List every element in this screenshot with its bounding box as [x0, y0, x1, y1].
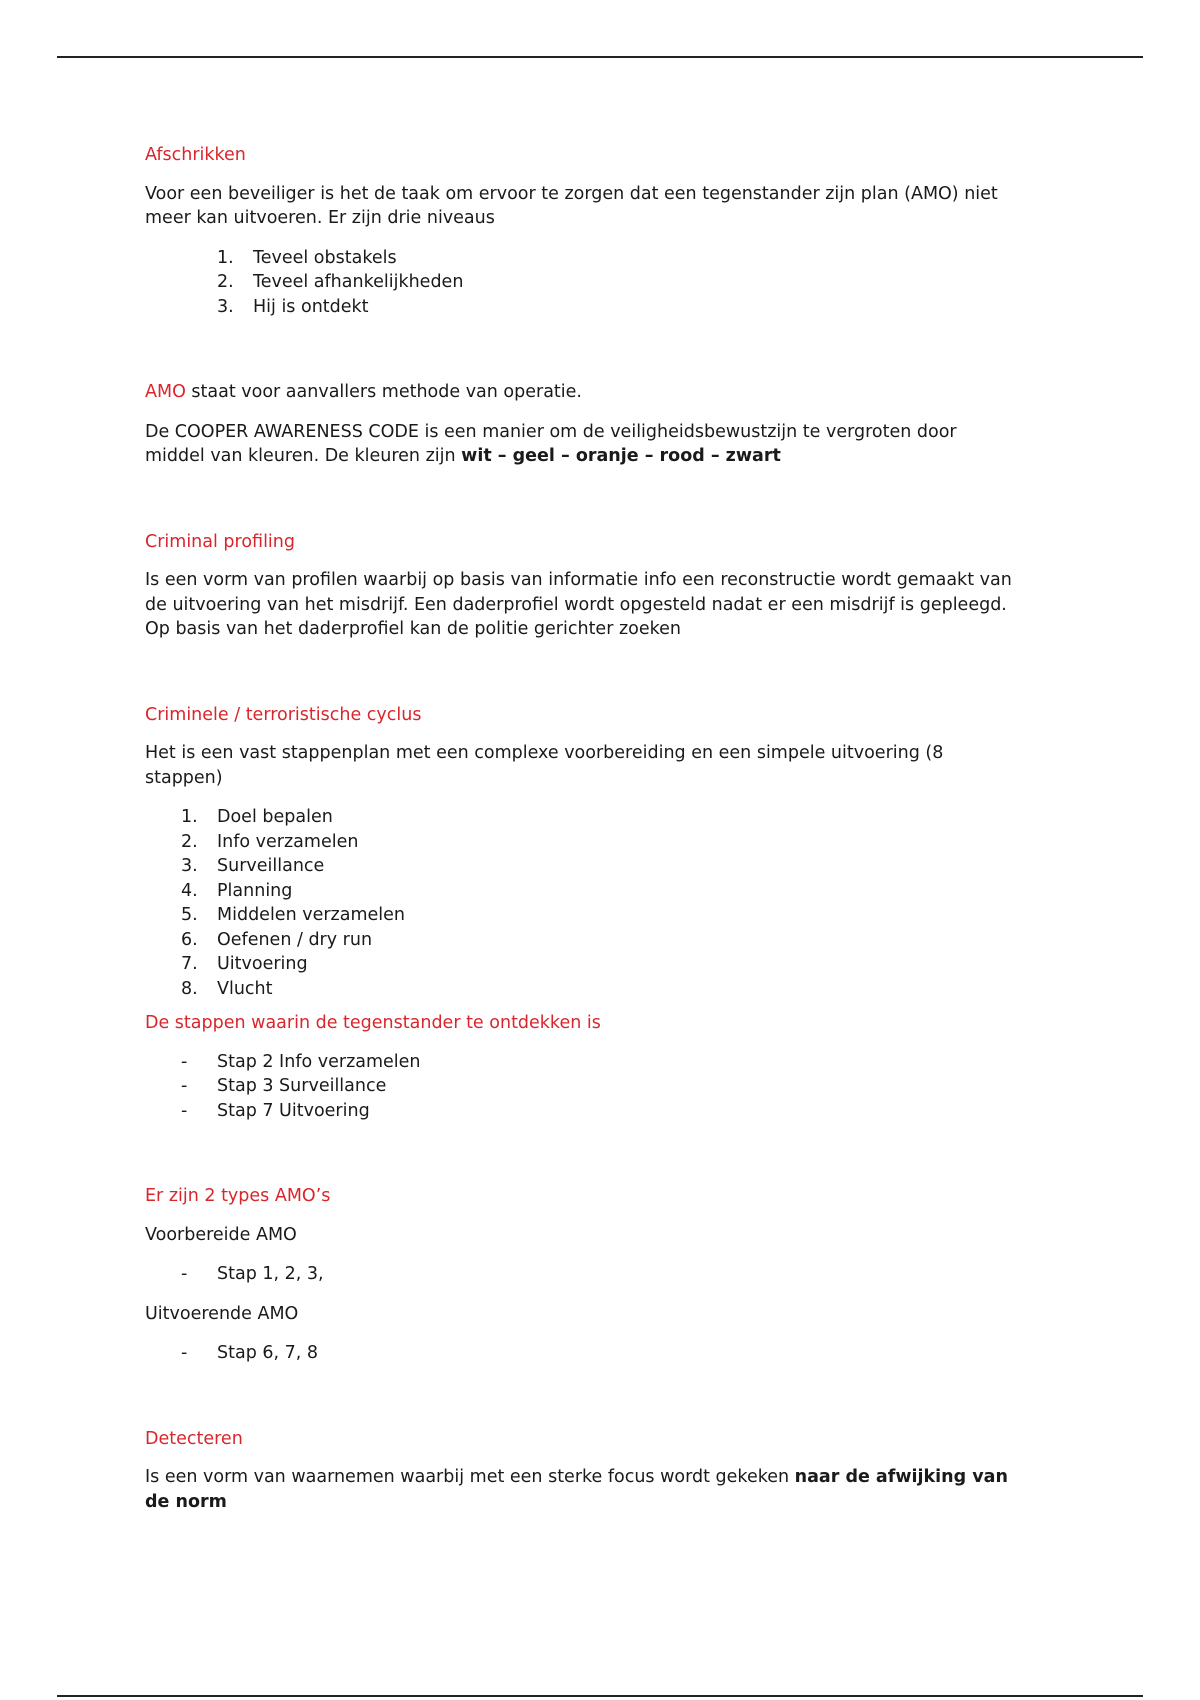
paragraph-afschrikken: [145, 182, 1065, 231]
list-item: 5. Middelen verzamelen: [181, 905, 405, 925]
cooper-colors: wit – geel – oranje – rood – zwart: [461, 446, 781, 466]
heading-criminal-profiling: Criminal profiling: [145, 531, 295, 552]
detecteren-bold-1: naar de afwijking van: [794, 1467, 1008, 1487]
paragraph-cyclus: [145, 741, 1065, 790]
profiling-line-3: Op basis van het daderprofiel kan de politie gerichter zoeken: [145, 619, 681, 639]
cooper-line-1: De COOPER AWARENESS CODE is een manier om de veiligheidsbewustzijn te vergroten door: [145, 421, 957, 442]
detecteren-bold-2: de norm: [145, 1491, 227, 1512]
list-item: 2. Teveel afhankelijkheden: [217, 272, 464, 292]
prepared-steps-list: [145, 1262, 1065, 1287]
header-rule: [57, 56, 1143, 58]
footer-rule: [57, 1695, 1143, 1697]
levels-list: [145, 246, 1065, 320]
afschrikken-line-1: Voor een beveiliger is het de taak om ervoor te zorgen dat een tegenstander zijn plan (AMO) niet: [145, 183, 998, 204]
paragraph-profiling: [145, 568, 1065, 642]
document-body: [145, 143, 1065, 1529]
cooper-line-2: middel van kleuren. De kleuren zijn: [145, 446, 462, 466]
profiling-line-2: de uitvoering van het misdrijf. Een daderprofiel wordt opgesteld nadat er een misdrijf is gepleegd.: [145, 594, 1007, 615]
paragraph-amo: [145, 380, 1065, 405]
list-item: 1. Doel bepalen: [181, 807, 333, 827]
list-item: - Stap 2 Info verzamelen: [181, 1051, 421, 1072]
cyclus-line-2: stappen): [145, 767, 223, 788]
detecteren-plain: Is een vorm van waarnemen waarbij met een sterke focus wordt gekeken: [145, 1467, 795, 1487]
detect-steps-list: [145, 1050, 1065, 1124]
profiling-line-1: Is een vorm van profilen waarbij op basis van informatie info een reconstructie wordt gemaakt van: [145, 570, 1012, 590]
list-item: 1. Teveel obstakels: [217, 247, 397, 268]
list-item: 4. Planning: [181, 880, 293, 901]
heading-cyclus: Criminele / terroristische cyclus: [145, 704, 422, 725]
list-item: - Stap 3 Surveillance: [181, 1076, 387, 1096]
list-item: 7. Uitvoering: [181, 954, 308, 974]
label-executing-amo: Uitvoerende AMO: [145, 1303, 299, 1324]
cyclus-line-1: Het is een vast stappenplan met een complexe voorbereiding en een simpele uitvoering (8: [145, 743, 944, 763]
amo-term: AMO: [145, 382, 186, 402]
list-item: 3. Hij is ontdekt: [217, 296, 369, 317]
list-item: 2. Info verzamelen: [181, 831, 359, 852]
list-item: 3. Surveillance: [181, 856, 325, 876]
heading-afschrikken: Afschrikken: [145, 145, 246, 165]
executing-steps-list: [145, 1341, 1065, 1366]
paragraph-cooper: [145, 420, 1065, 469]
list-item: - Stap 7 Uitvoering: [181, 1100, 370, 1121]
heading-detect-steps: De stappen waarin de tegenstander te ontdekken is: [145, 1013, 601, 1033]
cyclus-steps-list: [145, 805, 1065, 1001]
list-item: - Stap 6, 7, 8: [181, 1343, 319, 1363]
list-item: 8. Vlucht: [181, 978, 273, 999]
list-item: - Stap 1, 2, 3,: [181, 1264, 324, 1284]
paragraph-detecteren: [145, 1465, 1065, 1514]
heading-detecteren: Detecteren: [145, 1428, 243, 1449]
afschrikken-line-2: meer kan uitvoeren. Er zijn drie niveaus: [145, 208, 495, 228]
heading-amo-types: Er zijn 2 types AMO’s: [145, 1186, 331, 1206]
label-prepared-amo: Voorbereide AMO: [145, 1224, 297, 1245]
amo-definition: staat voor aanvallers methode van operatie.: [185, 382, 582, 402]
list-item: 6. Oefenen / dry run: [181, 929, 373, 950]
